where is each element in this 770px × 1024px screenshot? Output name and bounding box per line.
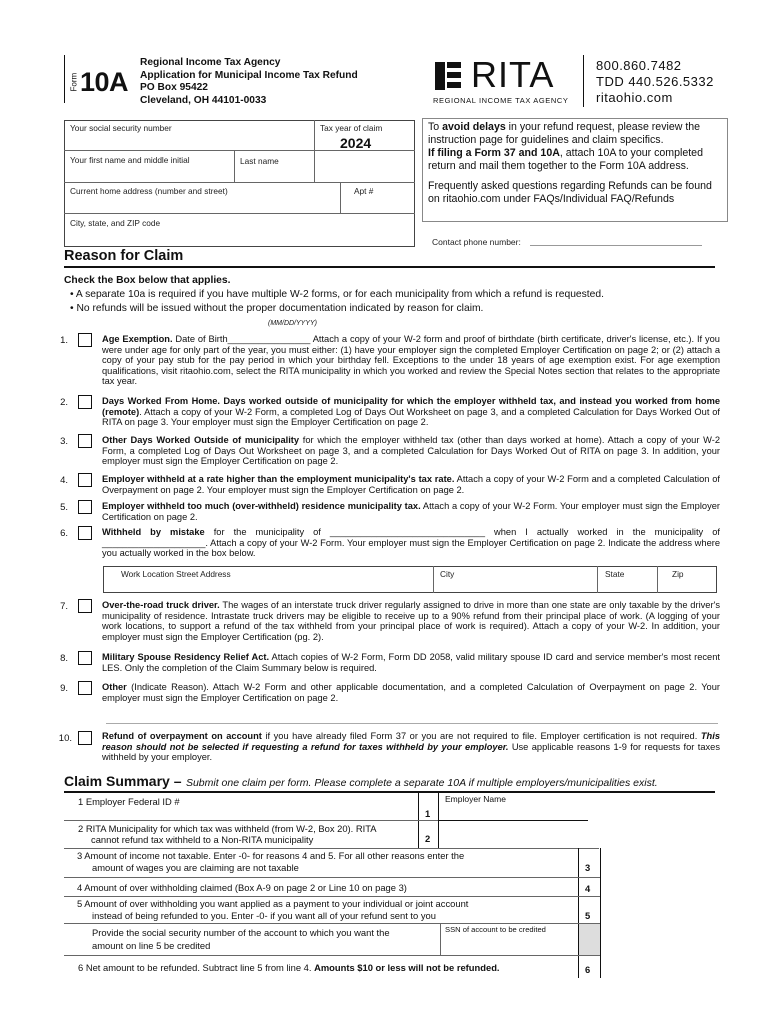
claim-summary-heading: Claim Summary – Submit one claim per form. Please complete a separate 10A if multiple employers/municipalities exist. [64, 773, 658, 789]
work-state-label: State [605, 569, 625, 579]
ssn-field[interactable] [66, 134, 312, 148]
last-name-label: Last name [240, 156, 279, 166]
reason-checkbox-9[interactable] [78, 681, 92, 695]
website: ritaohio.com [596, 90, 673, 105]
reason-7-text: Over-the-road truck driver. The wages of an interstate truck driver regularly assigned to drive in more than one state are only taxable by the driver's municipality of residence. Intrastate truck drivers may be eligible to receive up to a 90% refund from their principal place of work. (A logging of your work locations, to support a refund of the tax withheld from your principal place of work is required). Attach a copy of your W-2. In addition, your employer must sign the Employer Certification (pg. 2). [102, 600, 720, 642]
claim-line-1: 1 Employer Federal ID # [78, 796, 180, 807]
bullet-2: • No refunds will be issued without the proper documentation indicated by reason for claim. [70, 303, 484, 314]
reason-checkbox-5[interactable] [78, 500, 92, 514]
address-label: Current home address (number and street) [70, 186, 228, 196]
item-number: 5. [60, 502, 68, 513]
reason-3-text: Other Days Worked Outside of municipality for which the employer withheld tax (other than days worked at home). Attach a copy of your W-2 Form, a completed Log of Days Out Worksheet on page 3, and a completed Calculation for Days Worked Out of RITA on page 3. In addition, your employer must sign the Employer Certification on page 2. [102, 435, 720, 467]
notice-p2: If filing a Form 37 and 10A, attach 10A to your completed return and mail them together to the Form 10A address. [428, 147, 703, 173]
reason-2-text: Days Worked From Home. Days worked outside of municipality for which the employer withheld tax, and instead you worked from home (remote). Attach a copy of your W-2 Form, a completed Log of Days Out Worksheet on page 3, and a completed Calculation for Days Worked Out of RITA on page 3. Your employer must sign the Employer Certification on page 2. [102, 396, 720, 428]
line-4-amount[interactable] [602, 878, 714, 895]
bullet-1: • A separate 10a is required if you have multiple W-2 forms, or for each municipality from which a refund is requested. [70, 289, 604, 300]
tdd-number: TDD 440.526.5332 [596, 74, 714, 89]
item-number: 6. [60, 528, 68, 539]
agency-name: Regional Income Tax Agency [140, 57, 281, 68]
item-number: 3. [60, 436, 68, 447]
phone-number: 800.860.7482 [596, 58, 682, 73]
work-street-label: Work Location Street Address [121, 569, 231, 579]
reason-10-text: Refund of overpayment on account if you have already filed Form 37 or you are not required to file. Employer certification is not required. This reason should not be selected if requesting a refund for taxes withheld by your employer. Use applicable reasons 1-9 for requests for taxes withheld by your employer. [102, 731, 721, 763]
box-num-4: 4 [585, 883, 591, 894]
claim-line-5d: amount on line 5 be credited [92, 940, 211, 951]
claim-line-6: 6 Net amount to be refunded. Subtract line 5 from line 4. Amounts $10 or less will not be refunded. [78, 962, 500, 973]
date-format-hint: (MM/DD/YYYY) [268, 320, 317, 327]
item-number: 9. [60, 683, 68, 694]
work-city-label: City [440, 569, 455, 579]
reason-1-text: Age Exemption. Date of Birth________________ Attach a copy of your W-2 form and proof of birthdate (birth certificate, driver's license, etc.). If you were under age for only part of the year, you must either: (1) have your employer sign the completed Employer Certification on page 2; or (2) attach a copy of your pay stub for the pay period in which your birthday fell. Exceptions to the under 18 years of age exemption exist. For age exemption qualifications, visit ritaohio.com, select the RITA municipality in which you worked and review the Special Notes section that relates to the appropriate tax year. [102, 334, 720, 387]
box-num-6: 6 [585, 964, 591, 975]
first-name-field[interactable] [66, 166, 232, 180]
box-num-1: 1 [425, 808, 431, 819]
logo-subtitle: REGIONAL INCOME TAX AGENCY [433, 96, 569, 105]
rita-logo [433, 56, 573, 106]
city-state-zip-field[interactable] [66, 229, 412, 245]
notice-p1: To avoid delays in your refund request, please review the instruction page for guidelines and claim specifics. [428, 121, 701, 147]
claim-line-4: 4 Amount of over withholding claimed (Box A-9 on page 2 or Line 10 on page 3) [77, 882, 407, 893]
line-5-amount[interactable] [602, 898, 714, 922]
first-name-label: Your first name and middle initial [70, 155, 190, 165]
claim-line-5b: instead of being refunded to you. Enter -0- if you want all of your refund sent to you [92, 910, 436, 921]
reason-heading: Reason for Claim [64, 248, 184, 264]
employer-name-label: Employer Name [445, 794, 506, 804]
item-number: 2. [60, 397, 68, 408]
agency-address [140, 57, 358, 107]
item-number: 4. [60, 475, 68, 486]
notice-text [428, 121, 726, 207]
tax-year-value[interactable]: 2024 [340, 135, 372, 151]
city-state-zip-label: City, state, and ZIP code [70, 218, 161, 228]
form-number: 10A [80, 67, 129, 97]
ssn-credit-field[interactable] [442, 936, 576, 954]
shaded-cell [579, 924, 600, 955]
item-number: 7. [60, 601, 68, 612]
item-number: 10. [58, 733, 72, 744]
line-6-amount[interactable] [602, 957, 714, 977]
reason-checkbox-8[interactable] [78, 651, 92, 665]
form-word: Form [69, 72, 79, 92]
tax-year-label: Tax year of claim [320, 123, 383, 133]
apt-label: Apt # [354, 186, 374, 196]
reason-checkbox-7[interactable] [78, 599, 92, 613]
last-name-field[interactable] [236, 166, 412, 180]
item-number: 1. [60, 335, 68, 346]
contact-info [596, 58, 714, 106]
reason-8-text: Military Spouse Residency Relief Act. Attach copies of W-2 Form, Form DD 2058, valid military spouse ID card and service member's most recent LES. Only the completion of the Claim Summary below is required. [102, 652, 720, 673]
notice-p3: Frequently asked questions regarding Refunds can be found on ritaohio.com under FAQs/Individual FAQ/Refunds [428, 180, 712, 206]
claim-line-5a: 5 Amount of over withholding you want applied as a payment to your individual or joint account [77, 898, 469, 909]
reason-6-text: Withheld by mistake for the municipality of ______________________________ when I actually worked in the municipality of ____________________. Attach a copy of your W-2 Form. Your employer must sign the Employer Certification on page 2. Indicate the address where you actually worked in the box below. [102, 527, 720, 559]
form-title: Application for Municipal Income Tax Refund [140, 69, 358, 81]
claim-line-2b: cannot refund tax withheld to a Non-RITA municipality [91, 834, 314, 845]
apt-field[interactable] [342, 197, 412, 211]
claim-line-2a: 2 RITA Municipality for which tax was withheld (from W-2, Box 20). RITA [78, 823, 377, 834]
claim-line-3b: amount of wages you are claiming are not taxable [92, 862, 299, 873]
check-heading: Check the Box below that applies. [64, 275, 231, 286]
po-box: PO Box 95422 [140, 82, 208, 93]
reason-checkbox-10[interactable] [78, 731, 92, 745]
contact-phone-field[interactable] [530, 245, 702, 246]
reason-checkbox-3[interactable] [78, 434, 92, 448]
box-num-3: 3 [585, 862, 591, 873]
claim-line-5c: Provide the social security number of the account to which you want the [92, 927, 390, 938]
logo-text: RITA [471, 54, 555, 95]
item-number: 8. [60, 653, 68, 664]
form-id-block [64, 55, 138, 115]
employer-fein-field[interactable] [200, 794, 416, 818]
reason-checkbox-1[interactable] [78, 333, 92, 347]
ssn-label: Your social security number [70, 123, 172, 133]
rita-logo-icon [433, 58, 473, 94]
line-3-amount[interactable] [602, 850, 714, 876]
work-zip-label: Zip [672, 569, 684, 579]
box-num-5: 5 [585, 910, 591, 921]
claim-line-3a: 3 Amount of income not taxable. Enter -0- for reasons 4 and 5. For all other reasons enter the [77, 850, 465, 861]
reason-9-text: Other (Indicate Reason). Attach W-2 Form and other applicable documentation, and a completed Calculation of Overpayment on page 2. Your employer must sign the Employer Certification on page 2. [102, 682, 720, 703]
address-field[interactable] [66, 197, 338, 211]
reason-4-text: Employer withheld at a rate higher than the employment municipality's tax rate. Attach a copy of your W-2 Form and a completed Calculation of Overpayment on page 2. Your employer must sign the Employer Certification on page 2. [102, 474, 720, 495]
reason-5-text: Employer withheld too much (over-withheld) residence municipality tax. Attach a copy of your W-2 Form. Your employer must sign the Employer Certification on page 2. [102, 501, 720, 522]
ssn-credit-label: SSN of account to be credited [445, 925, 546, 934]
city-line: Cleveland, OH 44101-0033 [140, 94, 267, 106]
reason-checkbox-2[interactable] [78, 395, 92, 409]
municipality-field[interactable] [440, 822, 576, 846]
reason-9-field[interactable] [106, 723, 718, 724]
reason-checkbox-6[interactable] [78, 526, 92, 540]
contact-phone-label: Contact phone number: [432, 237, 521, 247]
reason-checkbox-4[interactable] [78, 473, 92, 487]
employer-name-field[interactable] [442, 806, 586, 818]
box-num-2: 2 [425, 833, 431, 844]
